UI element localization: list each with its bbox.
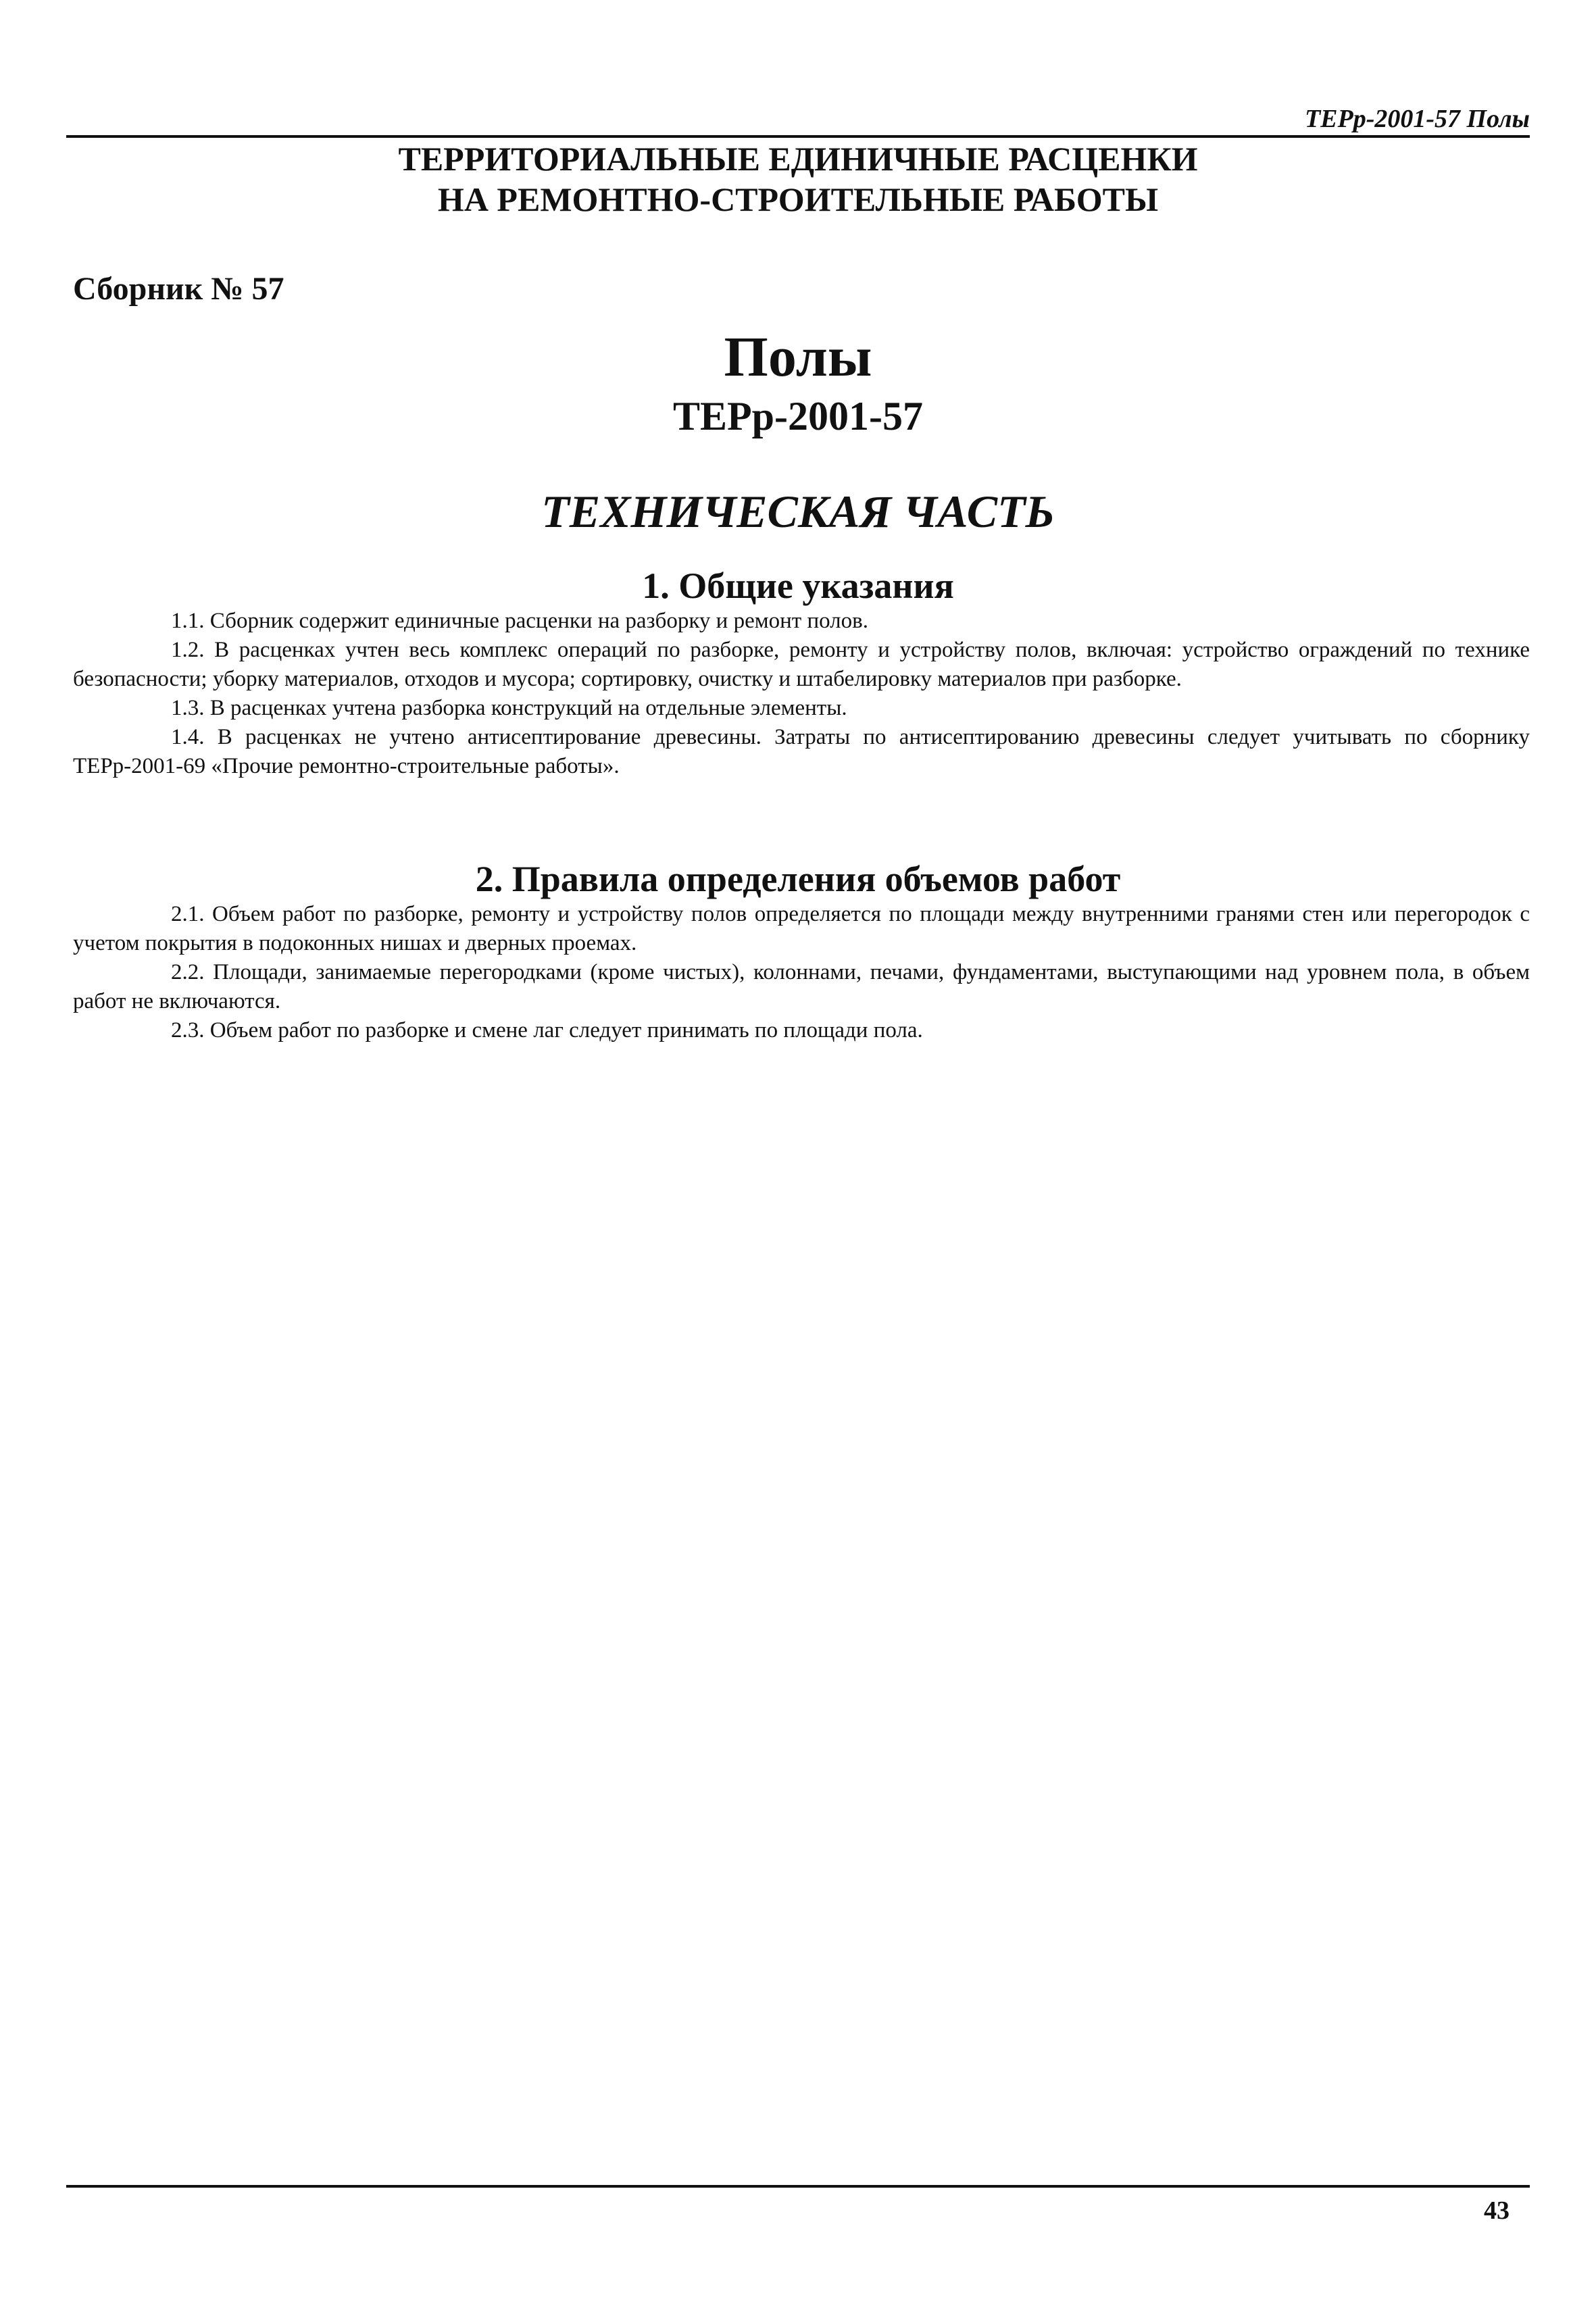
- paragraph-1-3: 1.3. В расценках учтена разборка конструкций на отдельные элементы.: [171, 696, 847, 720]
- section-heading-volume-rules: 2. Правила определения объемов работ: [475, 859, 1121, 899]
- main-title-line-2: НА РЕМОНТНО-СТРОИТЕЛЬНЫЕ РАБОТЫ: [437, 180, 1159, 218]
- main-title-line-1: ТЕРРИТОРИАЛЬНЫЕ ЕДИНИЧНЫЕ РАСЦЕНКИ: [398, 140, 1198, 178]
- paragraph-2-2: 2.2. Площади, занимаемые перегородками (кроме чистых), колоннами, печами, фундаментами, выступающими над уровнем пола, в объем работ не включаются.: [73, 960, 1530, 1013]
- document-name: Полы: [724, 326, 872, 388]
- footer-divider: [66, 2185, 1530, 2188]
- paragraph-1-2: 1.2. В расценках учтен весь комплекс операций по разборке, ремонту и устройству полов, включая: устройство ограждений по технике безопасности; уборку материалов, отходов и мусора; сортировку, очистку и штабелировку материалов при разборке.: [73, 638, 1530, 691]
- page-number: 43: [1484, 2196, 1510, 2225]
- paragraph-1-4: 1.4. В расценках не учтено антисептирование древесины. Затраты по антисептированию древесины следует учитывать по сборнику ТЕРр-2001-69 «Прочие ремонтно-строительные работы».: [73, 725, 1530, 778]
- header-divider: [66, 135, 1530, 138]
- collection-label: Сборник № 57: [73, 271, 284, 307]
- section-body-general: [73, 607, 1530, 781]
- document-code: ТЕРр-2001-57: [672, 394, 924, 438]
- part-title: ТЕХНИЧЕСКАЯ ЧАСТЬ: [541, 486, 1055, 537]
- section-heading-general: 1. Общие указания: [642, 565, 954, 606]
- paragraph-2-1: 2.1. Объем работ по разборке, ремонту и устройству полов определяется по площади между внутренними гранями стен или перегородок с учетом покрытия в подоконных нишах и дверных проемах.: [73, 902, 1530, 955]
- paragraph-2-3: 2.3. Объем работ по разборке и смене лаг следует принимать по площади пола.: [171, 1018, 923, 1042]
- running-header: ТЕРр-2001-57 Полы: [1304, 105, 1530, 133]
- paragraph-1-1: 1.1. Сборник содержит единичные расценки на разборку и ремонт полов.: [171, 609, 868, 633]
- section-body-volume-rules: [73, 900, 1530, 1045]
